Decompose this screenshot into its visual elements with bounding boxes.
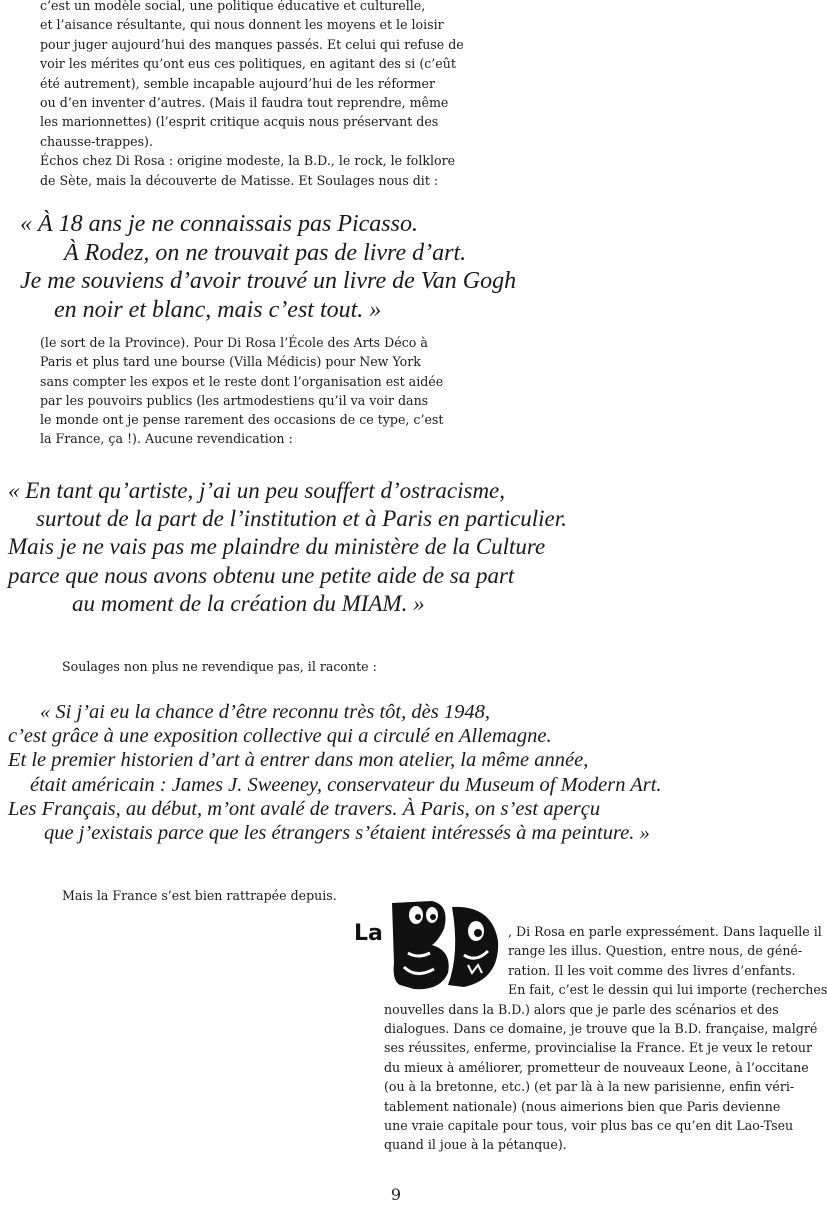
text-line: Échos chez Di Rosa : origine modeste, la B.D., le rock, le folklore [40,153,456,169]
text-line: (le sort de la Province). Pour Di Rosa l’École des Arts Déco à [40,335,428,350]
text-line: dialogues. Dans ce domaine, je trouve que la B.D. française, malgré [384,1021,818,1037]
quote-line: c’est grâce à une exposition collective qui a circulé en Allemagne. [8,725,552,748]
text-line: , Di Rosa en parle expressément. Dans laquelle il [508,924,822,939]
text-line: les marionnettes) (l’esprit critique acquis nous préservant des [40,114,439,130]
text-line: le monde ont je pense rarement des occasions de ce type, c’est [40,412,444,428]
text-line: range les illus. Question, entre nous, de géné- [508,943,803,959]
text-line: ou d’en inventer d’autres. (Mais il faudra tout reprendre, même [40,95,449,111]
text-line: voir les mérites qu’ont eus ces politiques, en agitant des si (c’eût [40,56,456,72]
soulages-intro-line: Soulages non plus ne revendique pas, il raconte : [62,659,377,674]
text-line: (ou à la bretonne, etc.) (et par là à la new parisienne, enfin véri- [384,1079,795,1095]
quote-line: en noir et blanc, mais c’est tout. » [54,296,382,323]
quote-line: « Si j’ai eu la chance d’être reconnu très tôt, dès 1948, [40,701,490,723]
quote-soulages-picasso [0,210,792,324]
text-line: nouvelles dans la B.D.) alors que je parle des scénarios et des [384,1001,779,1017]
text-line: de Sète, mais la découverte de Matisse. Et Soulages nous dit : [40,172,439,188]
text-line: ration. Il les voit comme des livres d’enfants. [508,962,796,978]
text-line: et l’aisance résultante, qui nous donnent les moyens et le loisir [40,17,444,33]
text-line: ses réussites, enferme, provincialise la France. Et je veux le retour [384,1040,813,1056]
text-line: sans compter les expos et le reste dont l’organisation est aidée [40,373,444,389]
quote-soulages-reconnu [0,700,792,845]
page-number: 9 [390,1185,402,1204]
text-line: la France, ça !). Aucune revendication : [40,431,293,447]
text-line: quand il joue à la pétanque). [384,1137,567,1153]
paragraph-bd [384,922,827,1155]
text-line: En fait, c’est le dessin qui lui importe (recherches [508,982,827,998]
text-line: une vraie capitale pour tous, voir plus bas ce qu’en dit Lao-Tseu [384,1118,794,1134]
quote-line: « En tant qu’artiste, j’ai un peu souffert d’ostracisme, [8,478,506,503]
text-line: chausse-trappes). [40,133,153,149]
quote-line: « À 18 ans je ne connaissais pas Picasso. [20,211,418,237]
quote-line: Mais je ne vais pas me plaindre du ministère de la Culture [8,534,546,560]
quote-line: Et le premier historien d’art à entrer dans mon atelier, la même année, [8,749,589,772]
paragraph-province [40,333,444,449]
text-line: Paris et plus tard une bourse (Villa Médicis) pour New York [40,354,421,370]
text-line: été autrement), semble incapable aujourd’hui de les réformer [40,75,435,91]
text-line: tablement nationale) (nous aimerions bien que Paris devienne [384,1098,781,1114]
quote-line: Les Français, au début, m’ont avalé de travers. À Paris, on s’est aperçu [8,797,601,820]
quote-line: que j’existais parce que les étrangers s’étaient intéressés à ma peinture. » [44,822,650,845]
quote-line: surtout de la part de l’institution et à Paris en particulier. [36,506,567,532]
france-line: Mais la France s’est bien rattrapée depuis. [62,888,337,903]
text-line: du mieux à améliorer, prometteur de nouveaux Leone, à l’occitane [384,1059,809,1075]
quote-line: Je me souviens d’avoir trouvé un livre de Van Gogh [20,268,517,294]
quote-line: parce que nous avons obtenu une petite aide de sa part [8,562,515,588]
quote-line: À Rodez, on ne trouvait pas de livre d’art. [64,239,467,266]
quote-line: au moment de la création du MIAM. » [72,590,425,616]
text-line: par les pouvoirs publics (les artmodestiens qu’il va voir dans [40,392,429,408]
text-line: pour juger aujourd’hui des manques passés. Et celui qui refuse de [40,36,464,52]
bd-logo-text: La [354,921,383,946]
quote-line: était américain : James J. Sweeney, conservateur du Museum of Modern Art. [30,773,662,796]
paragraph-intro [40,0,464,190]
quote-di-rosa-ostracisme [0,477,792,618]
text-line: c’est un modèle social, une politique éducative et culturelle, [40,0,426,13]
